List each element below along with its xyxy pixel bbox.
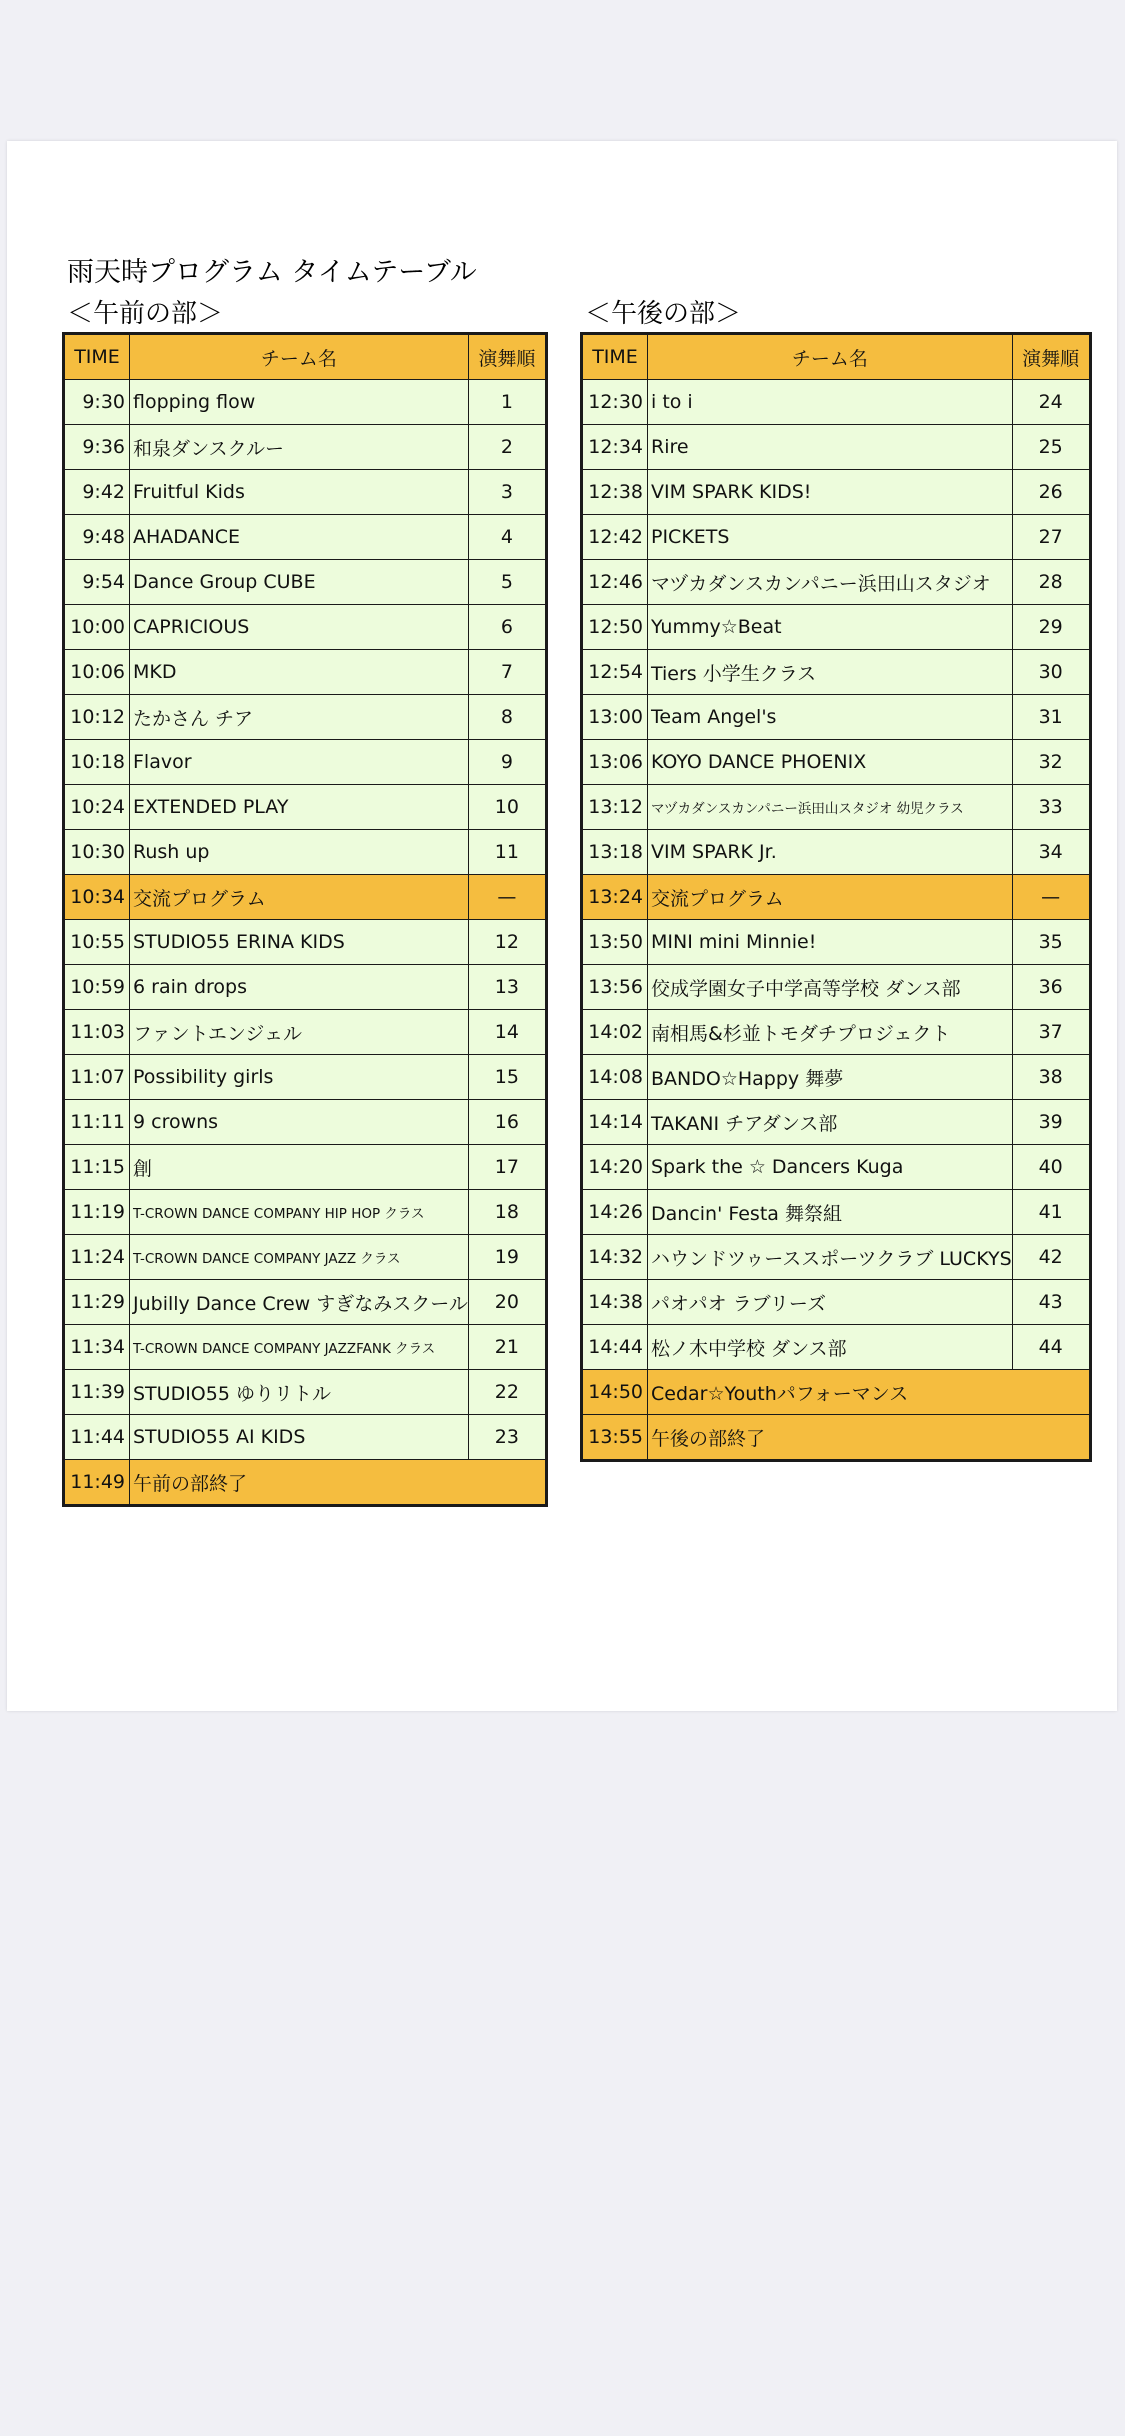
time-column-header: TIME — [582, 334, 648, 380]
time-cell: 13:00 — [582, 695, 648, 740]
time-cell: 14:44 — [582, 1325, 648, 1370]
schedule-row — [582, 920, 1091, 965]
team-name-cell: 交流プログラム — [648, 875, 1013, 920]
order-cell: 39 — [1012, 1100, 1090, 1145]
team-name-cell: BANDO☆Happy 舞夢 — [648, 1055, 1013, 1100]
time-cell: 12:42 — [582, 515, 648, 560]
time-cell: 10:18 — [64, 740, 130, 785]
time-cell: 13:12 — [582, 785, 648, 830]
schedule-row — [64, 1190, 547, 1235]
time-cell: 10:12 — [64, 695, 130, 740]
time-cell: 11:15 — [64, 1145, 130, 1190]
schedule-row — [582, 650, 1091, 695]
team-name-cell: 南相馬&杉並トモダチプロジェクト — [648, 1010, 1013, 1055]
time-cell: 10:24 — [64, 785, 130, 830]
team-name-cell: i to i — [648, 380, 1013, 425]
special-label-cell: Cedar☆Youthパフォーマンス — [648, 1370, 1091, 1415]
order-cell: 36 — [1012, 965, 1090, 1010]
time-cell: 11:39 — [64, 1370, 130, 1415]
schedule-row — [582, 1325, 1091, 1370]
schedule-row — [64, 1415, 547, 1460]
morning-timetable — [62, 332, 548, 1507]
team-name-cell: 松ノ木中学校 ダンス部 — [648, 1325, 1013, 1370]
order-column-header: 演舞順 — [1012, 334, 1090, 380]
schedule-row — [582, 605, 1091, 650]
order-cell: 17 — [468, 1145, 546, 1190]
special-label-cell: 午前の部終了 — [130, 1460, 547, 1506]
schedule-row — [582, 560, 1091, 605]
team-name-cell: VIM SPARK Jr. — [648, 830, 1013, 875]
time-cell: 12:38 — [582, 470, 648, 515]
order-cell: 29 — [1012, 605, 1090, 650]
team-name-cell: マヅカダンスカンパニー浜田山スタジオ — [648, 560, 1013, 605]
order-cell: 3 — [468, 470, 546, 515]
order-cell: 27 — [1012, 515, 1090, 560]
team-name-cell: Fruitful Kids — [130, 470, 469, 515]
schedule-row — [582, 1145, 1091, 1190]
order-cell: 9 — [468, 740, 546, 785]
schedule-row — [582, 380, 1091, 425]
time-cell: 14:02 — [582, 1010, 648, 1055]
order-cell: 19 — [468, 1235, 546, 1280]
team-name-cell: ファントエンジェル — [130, 1010, 469, 1055]
order-cell: 32 — [1012, 740, 1090, 785]
schedule-row — [64, 1010, 547, 1055]
time-cell: 12:54 — [582, 650, 648, 695]
special-row — [582, 1415, 1091, 1461]
time-cell: 9:54 — [64, 560, 130, 605]
schedule-row — [582, 740, 1091, 785]
time-cell: 13:24 — [582, 875, 648, 920]
table-header-row — [64, 334, 547, 380]
time-cell: 11:24 — [64, 1235, 130, 1280]
special-label-cell: 午後の部終了 — [648, 1415, 1091, 1461]
schedule-row — [64, 650, 547, 695]
afternoon-heading: ＜午後の部＞ — [585, 299, 742, 329]
time-cell: 10:06 — [64, 650, 130, 695]
time-cell: 10:59 — [64, 965, 130, 1010]
team-name-cell: Possibility girls — [130, 1055, 469, 1100]
order-cell: 31 — [1012, 695, 1090, 740]
team-name-cell: KOYO DANCE PHOENIX — [648, 740, 1013, 785]
table-header-row — [582, 334, 1091, 380]
order-cell: 28 — [1012, 560, 1090, 605]
schedule-row — [64, 470, 547, 515]
time-cell: 10:30 — [64, 830, 130, 875]
schedule-row — [64, 1100, 547, 1145]
order-cell: 25 — [1012, 425, 1090, 470]
team-name-cell: MKD — [130, 650, 469, 695]
time-cell: 9:48 — [64, 515, 130, 560]
schedule-row — [582, 1010, 1091, 1055]
team-name-cell: 創 — [130, 1145, 469, 1190]
time-cell: 14:20 — [582, 1145, 648, 1190]
order-cell: 26 — [1012, 470, 1090, 515]
order-cell: 44 — [1012, 1325, 1090, 1370]
team-name-cell: Team Angel's — [648, 695, 1013, 740]
schedule-row — [64, 920, 547, 965]
team-name-cell: Dancin' Festa 舞祭組 — [648, 1190, 1013, 1235]
special-row — [582, 1370, 1091, 1415]
time-column-header: TIME — [64, 334, 130, 380]
time-cell: 11:44 — [64, 1415, 130, 1460]
team-name-cell: Dance Group CUBE — [130, 560, 469, 605]
schedule-row — [64, 1055, 547, 1100]
order-cell: 35 — [1012, 920, 1090, 965]
schedule-row — [582, 515, 1091, 560]
team-name-cell: マヅカダンスカンパニー浜田山スタジオ 幼児クラス — [648, 785, 1013, 830]
afternoon-timetable — [580, 332, 1092, 1462]
team-name-cell: STUDIO55 AI KIDS — [130, 1415, 469, 1460]
schedule-row — [582, 470, 1091, 515]
order-cell: 14 — [468, 1010, 546, 1055]
time-cell: 11:29 — [64, 1280, 130, 1325]
team-name-cell: EXTENDED PLAY — [130, 785, 469, 830]
order-cell: — — [468, 875, 546, 920]
morning-rows — [64, 380, 547, 1506]
time-cell: 11:49 — [64, 1460, 130, 1506]
time-cell: 14:08 — [582, 1055, 648, 1100]
schedule-row — [582, 1100, 1091, 1145]
team-name-cell: STUDIO55 ERINA KIDS — [130, 920, 469, 965]
team-column-header: チーム名 — [130, 334, 469, 380]
schedule-row — [64, 605, 547, 650]
time-cell: 13:18 — [582, 830, 648, 875]
team-name-cell: flopping flow — [130, 380, 469, 425]
team-name-cell: STUDIO55 ゆりリトル — [130, 1370, 469, 1415]
time-cell: 10:55 — [64, 920, 130, 965]
order-cell: 6 — [468, 605, 546, 650]
schedule-row — [582, 785, 1091, 830]
time-cell: 9:36 — [64, 425, 130, 470]
team-name-cell: ハウンドツゥーススポーツクラブ LUCKYS — [648, 1235, 1013, 1280]
time-cell: 10:00 — [64, 605, 130, 650]
time-cell: 14:14 — [582, 1100, 648, 1145]
team-name-cell: Spark the ☆ Dancers Kuga — [648, 1145, 1013, 1190]
time-cell: 11:11 — [64, 1100, 130, 1145]
team-name-cell: AHADANCE — [130, 515, 469, 560]
order-cell: — — [1012, 875, 1090, 920]
time-cell: 14:32 — [582, 1235, 648, 1280]
schedule-row — [64, 1280, 547, 1325]
time-cell: 13:56 — [582, 965, 648, 1010]
team-name-cell: CAPRICIOUS — [130, 605, 469, 650]
team-name-cell: 6 rain drops — [130, 965, 469, 1010]
order-cell: 23 — [468, 1415, 546, 1460]
exchange-program-row — [64, 875, 547, 920]
team-name-cell: 佼成学園女子中学高等学校 ダンス部 — [648, 965, 1013, 1010]
team-name-cell: T-CROWN DANCE COMPANY HIP HOP クラス — [130, 1190, 469, 1235]
time-cell: 10:34 — [64, 875, 130, 920]
order-cell: 2 — [468, 425, 546, 470]
team-name-cell: 9 crowns — [130, 1100, 469, 1145]
time-cell: 14:50 — [582, 1370, 648, 1415]
schedule-row — [582, 1055, 1091, 1100]
team-name-cell: Rire — [648, 425, 1013, 470]
time-cell: 13:06 — [582, 740, 648, 785]
order-cell: 20 — [468, 1280, 546, 1325]
team-name-cell: Yummy☆Beat — [648, 605, 1013, 650]
schedule-row — [582, 1235, 1091, 1280]
team-name-cell: VIM SPARK KIDS! — [648, 470, 1013, 515]
team-name-cell: TAKANI チアダンス部 — [648, 1100, 1013, 1145]
time-cell: 14:38 — [582, 1280, 648, 1325]
team-name-cell: Tiers 小学生クラス — [648, 650, 1013, 695]
order-cell: 16 — [468, 1100, 546, 1145]
team-name-cell: T-CROWN DANCE COMPANY JAZZFANK クラス — [130, 1325, 469, 1370]
time-cell: 14:26 — [582, 1190, 648, 1235]
order-cell: 38 — [1012, 1055, 1090, 1100]
order-cell: 33 — [1012, 785, 1090, 830]
order-cell: 22 — [468, 1370, 546, 1415]
time-cell: 12:30 — [582, 380, 648, 425]
time-cell: 13:50 — [582, 920, 648, 965]
team-name-cell: パオパオ ラブリーズ — [648, 1280, 1013, 1325]
time-cell: 9:42 — [64, 470, 130, 515]
schedule-row — [64, 1145, 547, 1190]
special-row — [64, 1460, 547, 1506]
schedule-row — [64, 515, 547, 560]
team-name-cell: 和泉ダンスクルー — [130, 425, 469, 470]
order-cell: 8 — [468, 695, 546, 740]
morning-heading: ＜午前の部＞ — [67, 299, 224, 329]
order-cell: 15 — [468, 1055, 546, 1100]
schedule-row — [64, 1370, 547, 1415]
time-cell: 12:34 — [582, 425, 648, 470]
order-cell: 40 — [1012, 1145, 1090, 1190]
order-cell: 7 — [468, 650, 546, 695]
schedule-row — [582, 695, 1091, 740]
order-cell: 5 — [468, 560, 546, 605]
time-cell: 12:46 — [582, 560, 648, 605]
schedule-row — [582, 830, 1091, 875]
schedule-row — [64, 695, 547, 740]
order-cell: 43 — [1012, 1280, 1090, 1325]
team-name-cell: PICKETS — [648, 515, 1013, 560]
order-cell: 12 — [468, 920, 546, 965]
schedule-row — [64, 740, 547, 785]
team-name-cell: たかさん チア — [130, 695, 469, 740]
order-cell: 42 — [1012, 1235, 1090, 1280]
time-cell: 11:03 — [64, 1010, 130, 1055]
order-column-header: 演舞順 — [468, 334, 546, 380]
order-cell: 21 — [468, 1325, 546, 1370]
order-cell: 37 — [1012, 1010, 1090, 1055]
order-cell: 4 — [468, 515, 546, 560]
team-column-header: チーム名 — [648, 334, 1013, 380]
time-cell: 9:30 — [64, 380, 130, 425]
team-name-cell: MINI mini Minnie! — [648, 920, 1013, 965]
time-cell: 12:50 — [582, 605, 648, 650]
schedule-row — [582, 425, 1091, 470]
schedule-row — [582, 1190, 1091, 1235]
schedule-row — [582, 1280, 1091, 1325]
time-cell: 13:55 — [582, 1415, 648, 1461]
schedule-row — [64, 1235, 547, 1280]
schedule-row — [582, 965, 1091, 1010]
schedule-row — [64, 380, 547, 425]
document-title: 雨天時プログラム タイムテーブル — [67, 257, 477, 288]
afternoon-rows — [582, 380, 1091, 1461]
schedule-row — [64, 1325, 547, 1370]
schedule-row — [64, 560, 547, 605]
order-cell: 34 — [1012, 830, 1090, 875]
team-name-cell: T-CROWN DANCE COMPANY JAZZ クラス — [130, 1235, 469, 1280]
schedule-row — [64, 785, 547, 830]
schedule-row — [64, 965, 547, 1010]
time-cell: 11:34 — [64, 1325, 130, 1370]
team-name-cell: Rush up — [130, 830, 469, 875]
time-cell: 11:07 — [64, 1055, 130, 1100]
document-page — [7, 141, 1117, 1711]
order-cell: 10 — [468, 785, 546, 830]
time-cell: 11:19 — [64, 1190, 130, 1235]
order-cell: 11 — [468, 830, 546, 875]
schedule-row — [64, 425, 547, 470]
order-cell: 18 — [468, 1190, 546, 1235]
order-cell: 30 — [1012, 650, 1090, 695]
exchange-program-row — [582, 875, 1091, 920]
team-name-cell: 交流プログラム — [130, 875, 469, 920]
team-name-cell: Jubilly Dance Crew すぎなみスクール — [130, 1280, 469, 1325]
order-cell: 24 — [1012, 380, 1090, 425]
order-cell: 1 — [468, 380, 546, 425]
schedule-row — [64, 830, 547, 875]
team-name-cell: Flavor — [130, 740, 469, 785]
order-cell: 13 — [468, 965, 546, 1010]
order-cell: 41 — [1012, 1190, 1090, 1235]
